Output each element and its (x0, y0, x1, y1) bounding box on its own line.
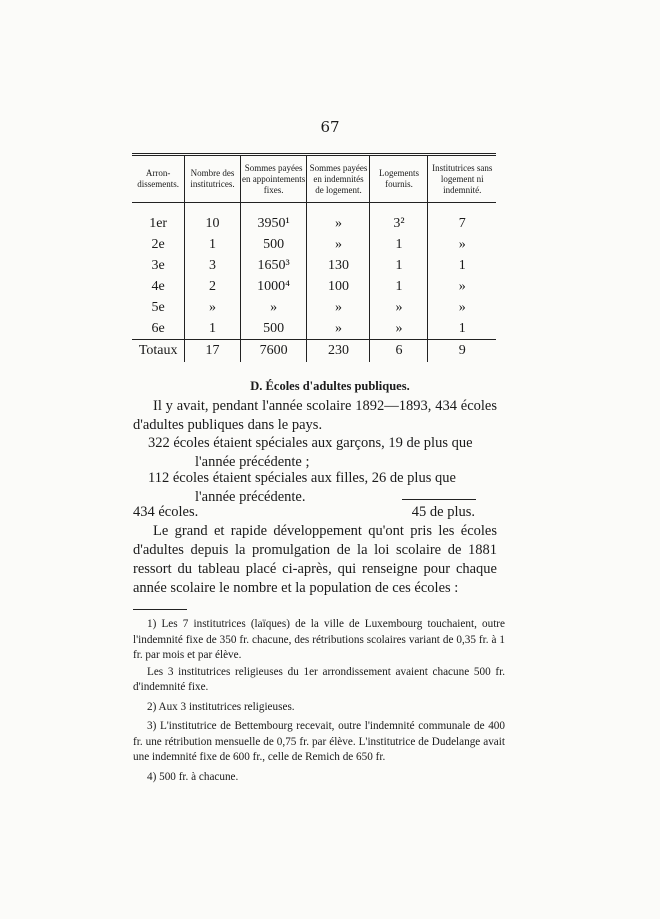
list-item-continuation: l'année précédente ; (195, 454, 310, 470)
table-cell: 4e (151, 278, 165, 294)
footnote-divider (133, 609, 187, 610)
totals-label: Totaux (132, 340, 185, 363)
column-header: Sommes payées en appointements fixes. (240, 155, 307, 203)
totals-row (132, 340, 496, 363)
table-cell: 1 (370, 234, 428, 255)
table-cell: » (370, 318, 428, 340)
paragraph: Le grand et rapide développement qu'ont pris les écoles d'adultes depuis la promulgation de la loi scolaire de 1881 ressort du tableau placé ci-après, qui renseigne pour chaque année scolaire le nombre et la population de ces écoles : (133, 523, 497, 596)
table-cell: » (370, 297, 428, 318)
section-heading: D. Écoles d'adultes publiques. (250, 379, 410, 393)
table-cell: 1er (149, 215, 168, 231)
divider (402, 499, 476, 500)
table-cell: » (307, 297, 370, 318)
column-header: Arron-dissements. (132, 155, 185, 203)
table-cell: » (185, 297, 240, 318)
table-cell: 100 (307, 276, 370, 297)
statistics-table (132, 153, 496, 362)
sum-line (133, 504, 475, 521)
paragraph: Il y avait, pendant l'année scolaire 1892—1893, 434 écoles d'adultes publiques dans le pays. (133, 398, 497, 433)
footnote: 1) Les 7 institutrices (laïques) de la ville de Luxembourg touchaient, outre l'indemnité fixe de 350 fr. chacune, des rétributions scolaires variant de 0,35 fr. à 1 fr. par mois et par élève. (133, 618, 505, 661)
table-cell: 1 (428, 255, 496, 276)
page-number: 67 (320, 118, 340, 136)
list-item-text: 322 écoles étaient spéciales aux garçons, 19 de plus que (148, 435, 473, 451)
sum-total: 434 écoles. (133, 504, 199, 520)
footnotes (133, 617, 505, 789)
footnote: 4) 500 fr. à chacune. (147, 770, 239, 783)
list-item-continuation: l'année précédente. (195, 489, 306, 505)
table-cell: 230 (307, 340, 370, 363)
table-cell: » (307, 234, 370, 255)
table-cell: 1000⁴ (240, 276, 307, 297)
footnote: 3) L'institutrice de Bettembourg recevait, outre l'indemnité communale de 400 fr. une rétribution mensuelle de 0,75 fr. par élève. L'institutrice de Dudelange avait une indemnité fixe de 600 fr., celle de Remich de 650 fr. (133, 720, 505, 763)
column-header: Institutrices sans logement ni indemnité. (428, 155, 496, 203)
table-row (132, 234, 496, 255)
table-cell: 9 (428, 340, 496, 363)
table-cell: 6e (151, 320, 165, 336)
table-cell: 500 (240, 234, 307, 255)
table-cell: » (428, 234, 496, 255)
table-row (132, 318, 496, 340)
table-cell: 5e (151, 299, 165, 315)
table-cell: » (428, 276, 496, 297)
list-item (148, 434, 498, 472)
table-cell: 1 (185, 318, 240, 340)
list-item-text: 112 écoles étaient spéciales aux filles, 26 de plus que (148, 470, 456, 486)
column-header: Nombre des institutrices. (185, 155, 240, 203)
footnote: 2) Aux 3 institutrices religieuses. (147, 700, 295, 713)
table-cell: » (240, 297, 307, 318)
table-cell: » (307, 318, 370, 340)
table-cell: 3950¹ (240, 203, 307, 235)
table-cell: 3² (370, 203, 428, 235)
table-cell: 10 (185, 203, 240, 235)
table-cell: 1 (185, 234, 240, 255)
table-cell: 2e (151, 236, 165, 252)
table-row (132, 203, 496, 235)
table-cell: 1 (428, 318, 496, 340)
column-header: Logements fournis. (370, 155, 428, 203)
table-cell: 130 (307, 255, 370, 276)
table-row (132, 297, 496, 318)
table-row (132, 276, 496, 297)
table-header-row (132, 155, 496, 203)
table-row (132, 255, 496, 276)
table-cell: 7600 (240, 340, 307, 363)
list-item (148, 469, 498, 507)
table-cell: 500 (240, 318, 307, 340)
table-cell: 1 (370, 276, 428, 297)
table-cell: » (428, 297, 496, 318)
footnote: Les 3 institutrices religieuses du 1er arrondissement avaient chacune 500 fr. d'indemnité fixe. (133, 665, 505, 693)
table-cell: 6 (370, 340, 428, 363)
table-cell: 3 (185, 255, 240, 276)
table-cell: 17 (185, 340, 240, 363)
sum-difference: 45 de plus. (411, 504, 475, 520)
column-header: Sommes payées en indemnités de logement. (307, 155, 370, 203)
table-cell: 7 (428, 203, 496, 235)
table-cell: 2 (185, 276, 240, 297)
table-cell: 3e (151, 257, 165, 273)
table-cell: » (307, 203, 370, 235)
table-cell: 1650³ (240, 255, 307, 276)
table-cell: 1 (370, 255, 428, 276)
